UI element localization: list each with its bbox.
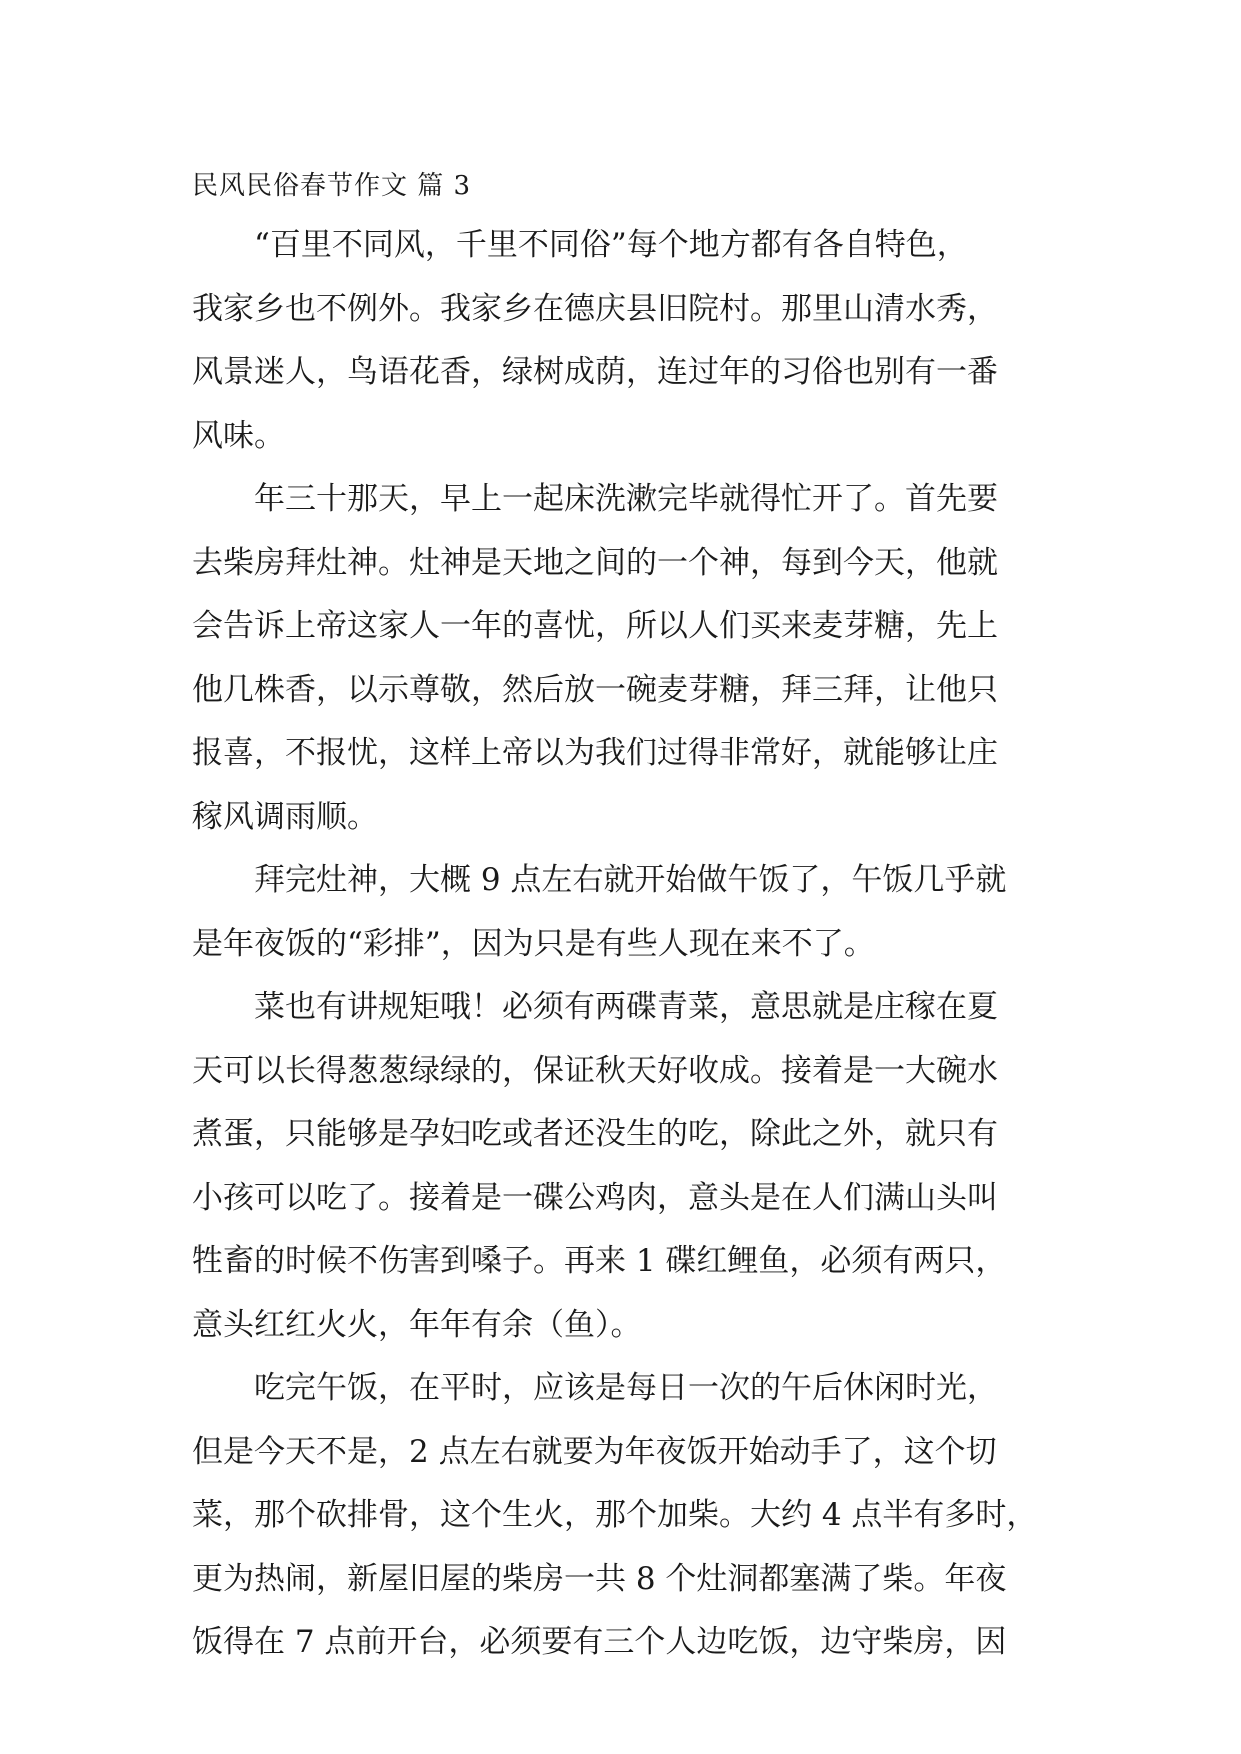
paragraph-line: 牲畜的时候不伤害到嗓子。再来 1 碟红鲤鱼，必须有两只， (192, 1243, 1007, 1279)
paragraph-line: 会告诉上帝这家人一年的喜忧，所以人们买来麦芽糖，先上 (192, 608, 998, 644)
paragraph-line: 他几株香，以示尊敬，然后放一碗麦芽糖，拜三拜，让他只 (192, 671, 998, 708)
paragraph-line: 意头红红火火，年年有余（鱼）。 (192, 1306, 642, 1343)
paragraph-line: 去柴房拜灶神。灶神是天地之间的一个神，每到今天，他就 (192, 544, 998, 581)
paragraph-line: 菜也有讲规矩哦！必须有两碟青菜，意思就是庄稼在夏 (254, 989, 998, 1025)
paragraph-line: 年三十那天，早上一起床洗漱完毕就得忙开了。首先要 (254, 481, 998, 517)
paragraph-line: 吃完午饭，在平时，应该是每日一次的午后休闲时光， (254, 1370, 998, 1406)
document-title: 民风民俗春节作文 篇 3 (192, 171, 472, 201)
paragraph-line: 拜完灶神，大概 9 点左右就开始做午饭了，午饭几乎就 (254, 862, 1007, 898)
paragraph-line: 更为热闹，新屋旧屋的柴房一共 8 个灶洞都塞满了柴。年夜 (192, 1560, 1007, 1597)
paragraph-line: 饭得在 7 点前开台，必须要有三个人边吃饭，边守柴房，因 (192, 1624, 1007, 1660)
document-body (192, 214, 1062, 1675)
paragraph-line: 我家乡也不例外。我家乡在德庆县旧院村。那里山清水秀， (192, 290, 998, 327)
paragraph-line: 煮蛋，只能够是孕妇吃或者还没生的吃，除此之外，就只有 (192, 1116, 998, 1152)
paragraph-line: 风景迷人，鸟语花香，绿树成荫，连过年的习俗也别有一番 (192, 354, 998, 390)
paragraph-line: 天可以长得葱葱绿绿的，保证秋天好收成。接着是一大碗水 (192, 1052, 998, 1089)
paragraph-line: 报喜，不报忧，这样上帝以为我们过得非常好，就能够让庄 (192, 735, 998, 771)
paragraph-2 (192, 468, 1062, 849)
paragraph-3 (192, 849, 1062, 976)
paragraph-1 (192, 214, 1062, 468)
paragraph-line: “百里不同风，千里不同俗”每个地方都有各自特色， (254, 227, 968, 263)
paragraph-line: 小孩可以吃了。接着是一碟公鸡肉，意头是在人们满山头叫 (192, 1179, 998, 1216)
paragraph-line: 风味。 (192, 417, 285, 454)
paragraph-line: 稼风调雨顺。 (192, 798, 378, 835)
paragraph-line: 是年夜饭的“彩排”，因为只是有些人现在来不了。 (192, 925, 875, 962)
paragraph-4 (192, 976, 1062, 1357)
paragraph-line: 但是今天不是，2 点左右就要为年夜饭开始动手了，这个切 (192, 1433, 997, 1470)
paragraph-line: 菜，那个砍排骨，这个生火，那个加柴。大约 4 点半有多时， (192, 1497, 1038, 1533)
paragraph-5 (192, 1357, 1062, 1675)
